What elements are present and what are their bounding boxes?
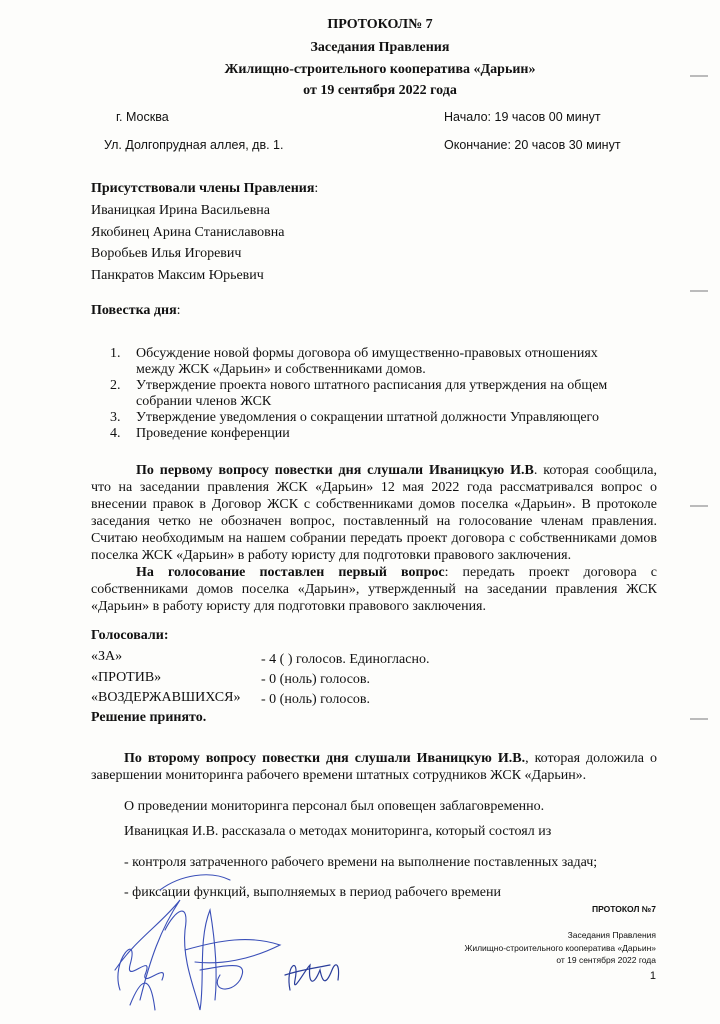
vote-against-label: «ПРОТИВ» bbox=[91, 670, 162, 685]
signature-stroke-6 bbox=[160, 875, 230, 890]
question-2-paragraph: По второму вопросу повестки дня слушали Иваницкую И.В., которая доложила о завершении мониторинга рабочего времени штатных сотрудников ЖСК «Дарьин». bbox=[91, 751, 657, 783]
signature-stroke-5 bbox=[200, 966, 243, 990]
subtitle-date: от 19 сентября 2022 года bbox=[303, 83, 457, 98]
agenda-item-1: Обсуждение новой формы договора об имущественно-правовых отношениях между ЖСК «Дарьин» и собственниками домов. bbox=[136, 346, 598, 377]
signature-stroke-4 bbox=[185, 940, 280, 963]
decision-text: Решение принято. bbox=[91, 710, 207, 725]
subtitle-cooperative: Жилищно-строительного кооператива «Дарьин» bbox=[224, 62, 536, 77]
signature-stroke-1 bbox=[118, 949, 164, 990]
question-2-methods: Иваницкая И.В. рассказала о методах мониторинга, который состоял из bbox=[124, 824, 552, 839]
signature-stroke-7 bbox=[130, 983, 155, 1010]
member-2: Якобинец Арина Станиславовна bbox=[91, 225, 285, 240]
signature-scribble bbox=[100, 870, 360, 1020]
member-1: Иваницкая Ирина Васильевна bbox=[91, 203, 270, 218]
scan-mark bbox=[690, 290, 708, 292]
meeting-end: Окончание: 20 часов 30 минут bbox=[444, 138, 621, 152]
question-2-method-1: - контроля затраченного рабочего времени на выполнение поставленных задач; bbox=[124, 855, 598, 870]
vote-for-label: «ЗА» bbox=[91, 649, 123, 664]
subtitle-meeting: Заседания Правления bbox=[310, 40, 450, 55]
signature-stroke-3 bbox=[165, 910, 216, 1010]
scan-mark bbox=[690, 75, 708, 77]
agenda-num-4: 4. bbox=[110, 426, 121, 441]
scan-mark bbox=[690, 718, 708, 720]
footer-line-3: Жилищно-строительного кооператива «Дарьин» bbox=[464, 943, 656, 953]
meeting-city: г. Москва bbox=[116, 110, 169, 124]
member-4: Панкратов Максим Юрьевич bbox=[91, 268, 264, 283]
agenda-heading: Повестка дня: bbox=[91, 303, 181, 318]
vote-against-value: - 0 (ноль) голосов. bbox=[261, 672, 371, 687]
present-heading: Присутствовали члены Правления: bbox=[91, 181, 319, 196]
meeting-start: Начало: 19 часов 00 минут bbox=[444, 110, 601, 124]
agenda-item-3: Утверждение уведомления о сокращении штатной должности Управляющего bbox=[136, 410, 599, 425]
agenda-num-2: 2. bbox=[110, 378, 121, 393]
meeting-address: Ул. Долгопрудная аллея, дв. 1. bbox=[104, 138, 284, 152]
vote-for-value: - 4 ( ) голосов. Единогласно. bbox=[261, 652, 430, 667]
vote-abstain-value: - 0 (ноль) голосов. bbox=[261, 692, 371, 707]
question-1-paragraph: По первому вопросу повестки дня слушали Иваницкую И.В. которая сообщила, что на заседании правления ЖСК «Дарьин» 12 мая 2022 года рассматривался вопрос о внесении правок в Договор ЖСК с собственниками домов поселка «Дарьин». В протоколе заседания четко не обозначен вопрос, поставленный на голосование членам правления. Считаю необходимым на нашем собрании передать проект договора с собственниками домов поселка ЖСК «Дарьин» в работу юристу для подготовки правового заключения. bbox=[91, 463, 657, 563]
agenda-item-2: Утверждение проекта нового штатного расписания для утверждения на общем собрании членов ЖСК bbox=[136, 378, 608, 409]
scan-mark bbox=[690, 505, 708, 507]
agenda-item-4: Проведение конференции bbox=[136, 426, 290, 441]
document-title: ПРОТОКОЛ№ 7 bbox=[327, 17, 433, 32]
footer-line-2: Заседания Правления bbox=[567, 930, 656, 940]
member-3: Воробьев Илья Игоревич bbox=[91, 246, 242, 261]
agenda-num-1: 1. bbox=[110, 346, 121, 361]
voting-heading: Голосовали: bbox=[91, 628, 169, 643]
vote-abstain-label: «ВОЗДЕРЖАВШИХСЯ» bbox=[91, 690, 241, 705]
signature-stroke-2 bbox=[115, 900, 180, 1000]
footer-line-4: от 19 сентября 2022 года bbox=[556, 955, 656, 965]
page-number: 1 bbox=[649, 970, 656, 982]
question-2-method-2: - фиксации функций, выполняемых в период рабочего времени bbox=[124, 885, 502, 900]
question-2-notice: О проведении мониторинга персонал был оповещен заблаговременно. bbox=[124, 799, 545, 814]
question-1-vote-paragraph: На голосование поставлен первый вопрос: передать проект договора с собственниками домов поселка «Дарьин», утвержденный на заседании правления ЖСК «Дарьин» в работу юристу для подготовки правового заключения. bbox=[91, 565, 657, 614]
footer-title: ПРОТОКОЛ №7 bbox=[592, 904, 656, 914]
agenda-num-3: 3. bbox=[110, 410, 121, 425]
